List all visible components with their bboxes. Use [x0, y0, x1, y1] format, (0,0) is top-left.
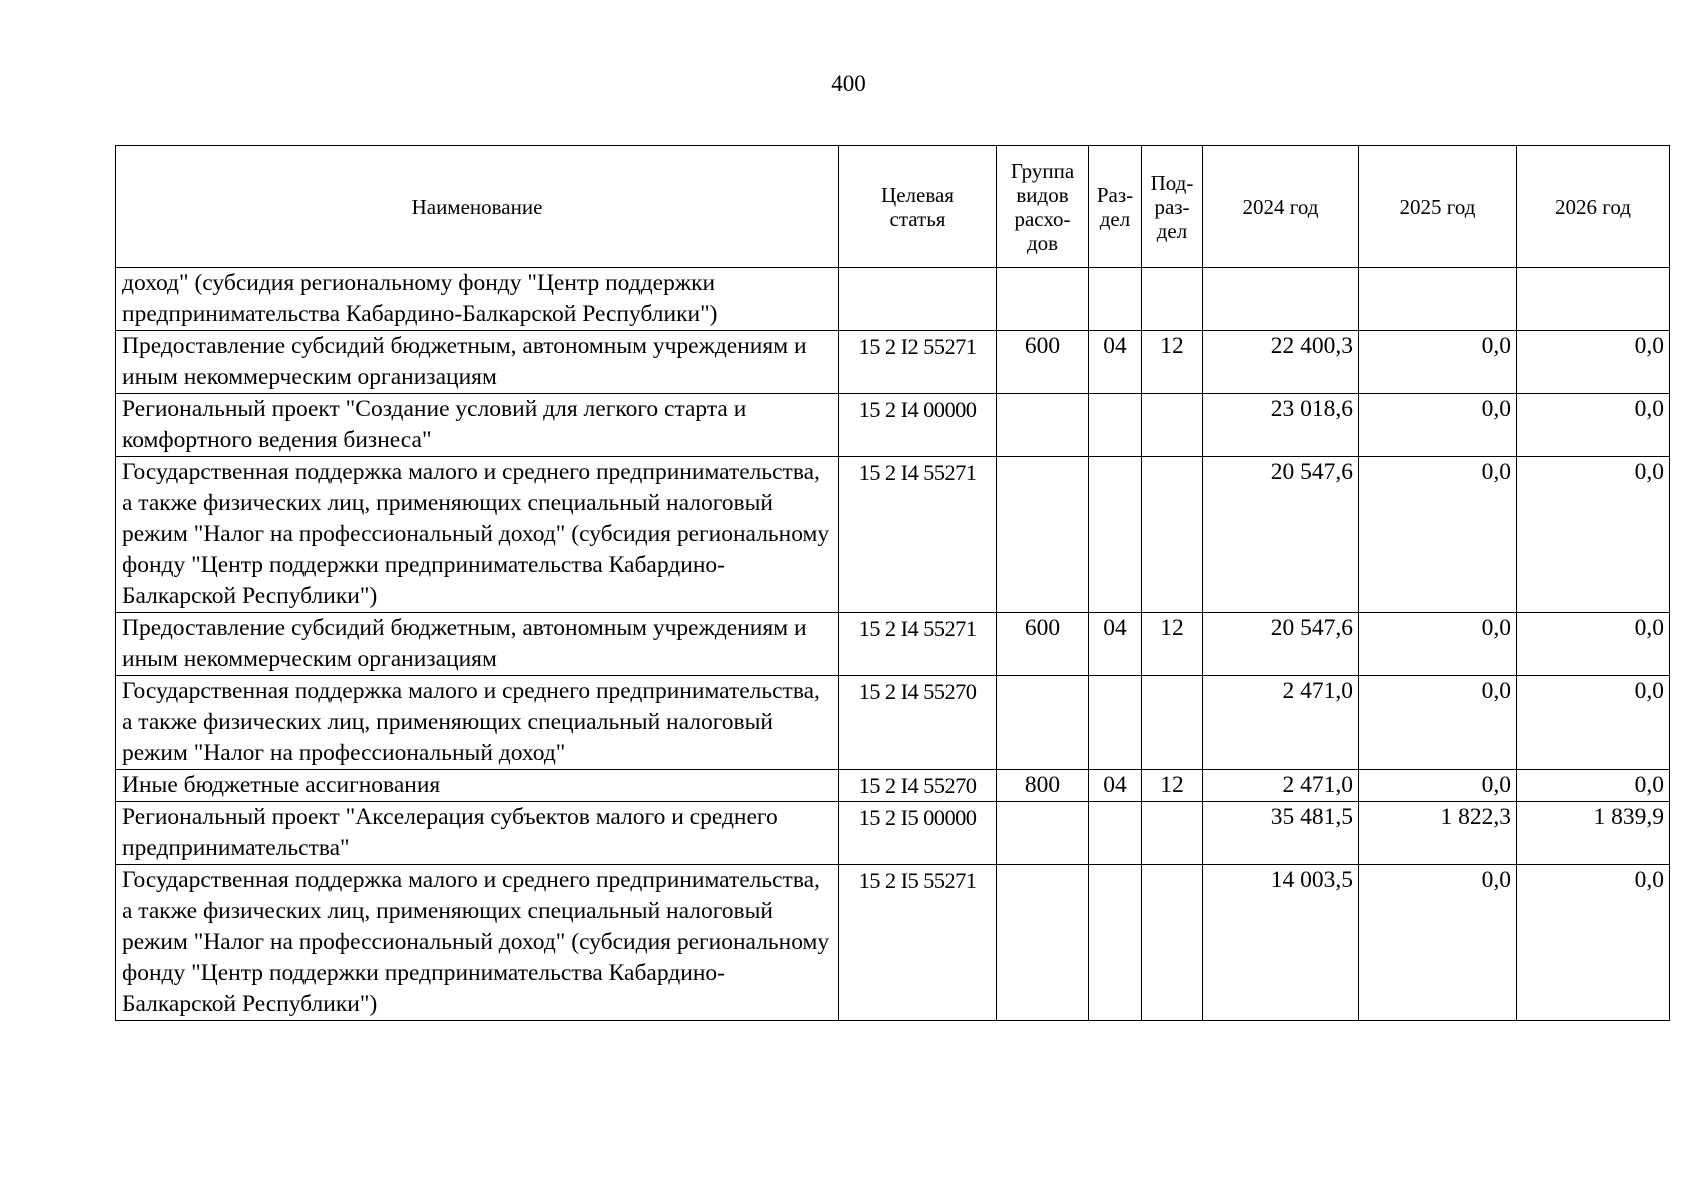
cell-subsection — [1142, 268, 1203, 331]
cell-2026: 0,0 — [1517, 865, 1670, 1021]
cell-subsection — [1142, 865, 1203, 1021]
cell-2025: 0,0 — [1359, 394, 1517, 457]
cell-name: Государственная поддержка малого и среднего предпринимательства, а также физических лиц, применяющих специальный налоговый режим "Налог на профессиональный доход" — [116, 676, 839, 770]
cell-section: 04 — [1089, 331, 1142, 394]
table-row — [116, 331, 1670, 394]
cell-2026: 0,0 — [1517, 457, 1670, 613]
cell-2024: 22 400,3 — [1203, 331, 1359, 394]
cell-2026: 0,0 — [1517, 770, 1670, 802]
table-row — [116, 613, 1670, 676]
header-target-article: Целевая статья — [839, 146, 997, 268]
cell-2025: 0,0 — [1359, 676, 1517, 770]
cell-expense-group — [997, 394, 1089, 457]
cell-expense-group — [997, 268, 1089, 331]
cell-2025: 0,0 — [1359, 613, 1517, 676]
cell-subsection: 12 — [1142, 331, 1203, 394]
header-section: Раз-дел — [1089, 146, 1142, 268]
cell-expense-group — [997, 676, 1089, 770]
table-row — [116, 457, 1670, 613]
cell-name: Государственная поддержка малого и среднего предпринимательства, а также физических лиц, применяющих специальный налоговый режим "Налог на профессиональный доход" (субсидия региональному фонду "Центр поддержки предпринимательства Кабардино-Балкарской Республики") — [116, 865, 839, 1021]
cell-2025 — [1359, 268, 1517, 331]
cell-expense-group — [997, 802, 1089, 865]
cell-section: 04 — [1089, 613, 1142, 676]
cell-section — [1089, 394, 1142, 457]
cell-2026: 1 839,9 — [1517, 802, 1670, 865]
cell-name: Предоставление субсидий бюджетным, автономным учреждениям и иным некоммерческим организациям — [116, 331, 839, 394]
table-body — [116, 268, 1670, 1021]
cell-name: Государственная поддержка малого и среднего предпринимательства, а также физических лиц, применяющих специальный налоговый режим "Налог на профессиональный доход" (субсидия региональному фонду "Центр поддержки предпринимательства Кабардино-Балкарской Республики") — [116, 457, 839, 613]
header-2025: 2025 год — [1359, 146, 1517, 268]
cell-2024: 20 547,6 — [1203, 457, 1359, 613]
cell-subsection — [1142, 394, 1203, 457]
cell-2026: 0,0 — [1517, 613, 1670, 676]
table-row — [116, 394, 1670, 457]
header-expense-group: Группа видов расхо-дов — [997, 146, 1089, 268]
cell-target-article: 15 2 I4 00000 — [839, 394, 997, 457]
cell-2026 — [1517, 268, 1670, 331]
cell-target-article: 15 2 I4 55270 — [839, 676, 997, 770]
page-number: 400 — [831, 71, 866, 96]
cell-section — [1089, 865, 1142, 1021]
cell-expense-group: 600 — [997, 331, 1089, 394]
cell-section — [1089, 802, 1142, 865]
header-2026: 2026 год — [1517, 146, 1670, 268]
cell-target-article: 15 2 I4 55271 — [839, 457, 997, 613]
cell-2025: 1 822,3 — [1359, 802, 1517, 865]
cell-2024: 20 547,6 — [1203, 613, 1359, 676]
cell-subsection — [1142, 676, 1203, 770]
table-header-row — [116, 146, 1670, 268]
cell-2025: 0,0 — [1359, 865, 1517, 1021]
header-2024: 2024 год — [1203, 146, 1359, 268]
cell-2026: 0,0 — [1517, 394, 1670, 457]
cell-name: Региональный проект "Акселерация субъектов малого и среднего предпринимательства" — [116, 802, 839, 865]
cell-subsection — [1142, 457, 1203, 613]
cell-target-article: 15 2 I2 55271 — [839, 331, 997, 394]
table-row — [116, 802, 1670, 865]
table-row — [116, 268, 1670, 331]
cell-target-article — [839, 268, 997, 331]
cell-expense-group — [997, 457, 1089, 613]
budget-table — [115, 145, 1670, 1021]
cell-2024: 2 471,0 — [1203, 770, 1359, 802]
cell-expense-group: 600 — [997, 613, 1089, 676]
cell-name: доход" (субсидия региональному фонду "Центр поддержки предпринимательства Кабардино-Балкарской Республики") — [116, 268, 839, 331]
table-row — [116, 770, 1670, 802]
cell-section: 04 — [1089, 770, 1142, 802]
cell-2024: 23 018,6 — [1203, 394, 1359, 457]
cell-target-article: 15 2 I4 55270 — [839, 770, 997, 802]
cell-2024: 2 471,0 — [1203, 676, 1359, 770]
cell-section — [1089, 676, 1142, 770]
cell-name: Региональный проект "Создание условий для легкого старта и комфортного ведения бизнеса" — [116, 394, 839, 457]
cell-subsection: 12 — [1142, 770, 1203, 802]
cell-subsection — [1142, 802, 1203, 865]
cell-target-article: 15 2 I5 00000 — [839, 802, 997, 865]
cell-2026: 0,0 — [1517, 676, 1670, 770]
cell-2024: 35 481,5 — [1203, 802, 1359, 865]
cell-expense-group — [997, 865, 1089, 1021]
header-name: Наименование — [116, 146, 839, 268]
cell-2024: 14 003,5 — [1203, 865, 1359, 1021]
cell-target-article: 15 2 I4 55271 — [839, 613, 997, 676]
cell-section — [1089, 268, 1142, 331]
cell-2025: 0,0 — [1359, 457, 1517, 613]
cell-2025: 0,0 — [1359, 331, 1517, 394]
table-row — [116, 676, 1670, 770]
table-row — [116, 865, 1670, 1021]
cell-2024 — [1203, 268, 1359, 331]
cell-expense-group: 800 — [997, 770, 1089, 802]
cell-target-article: 15 2 I5 55271 — [839, 865, 997, 1021]
cell-section — [1089, 457, 1142, 613]
cell-name: Предоставление субсидий бюджетным, автономным учреждениям и иным некоммерческим организациям — [116, 613, 839, 676]
header-subsection: Под-раз-дел — [1142, 146, 1203, 268]
cell-subsection: 12 — [1142, 613, 1203, 676]
cell-2026: 0,0 — [1517, 331, 1670, 394]
cell-name: Иные бюджетные ассигнования — [116, 770, 839, 802]
cell-2025: 0,0 — [1359, 770, 1517, 802]
